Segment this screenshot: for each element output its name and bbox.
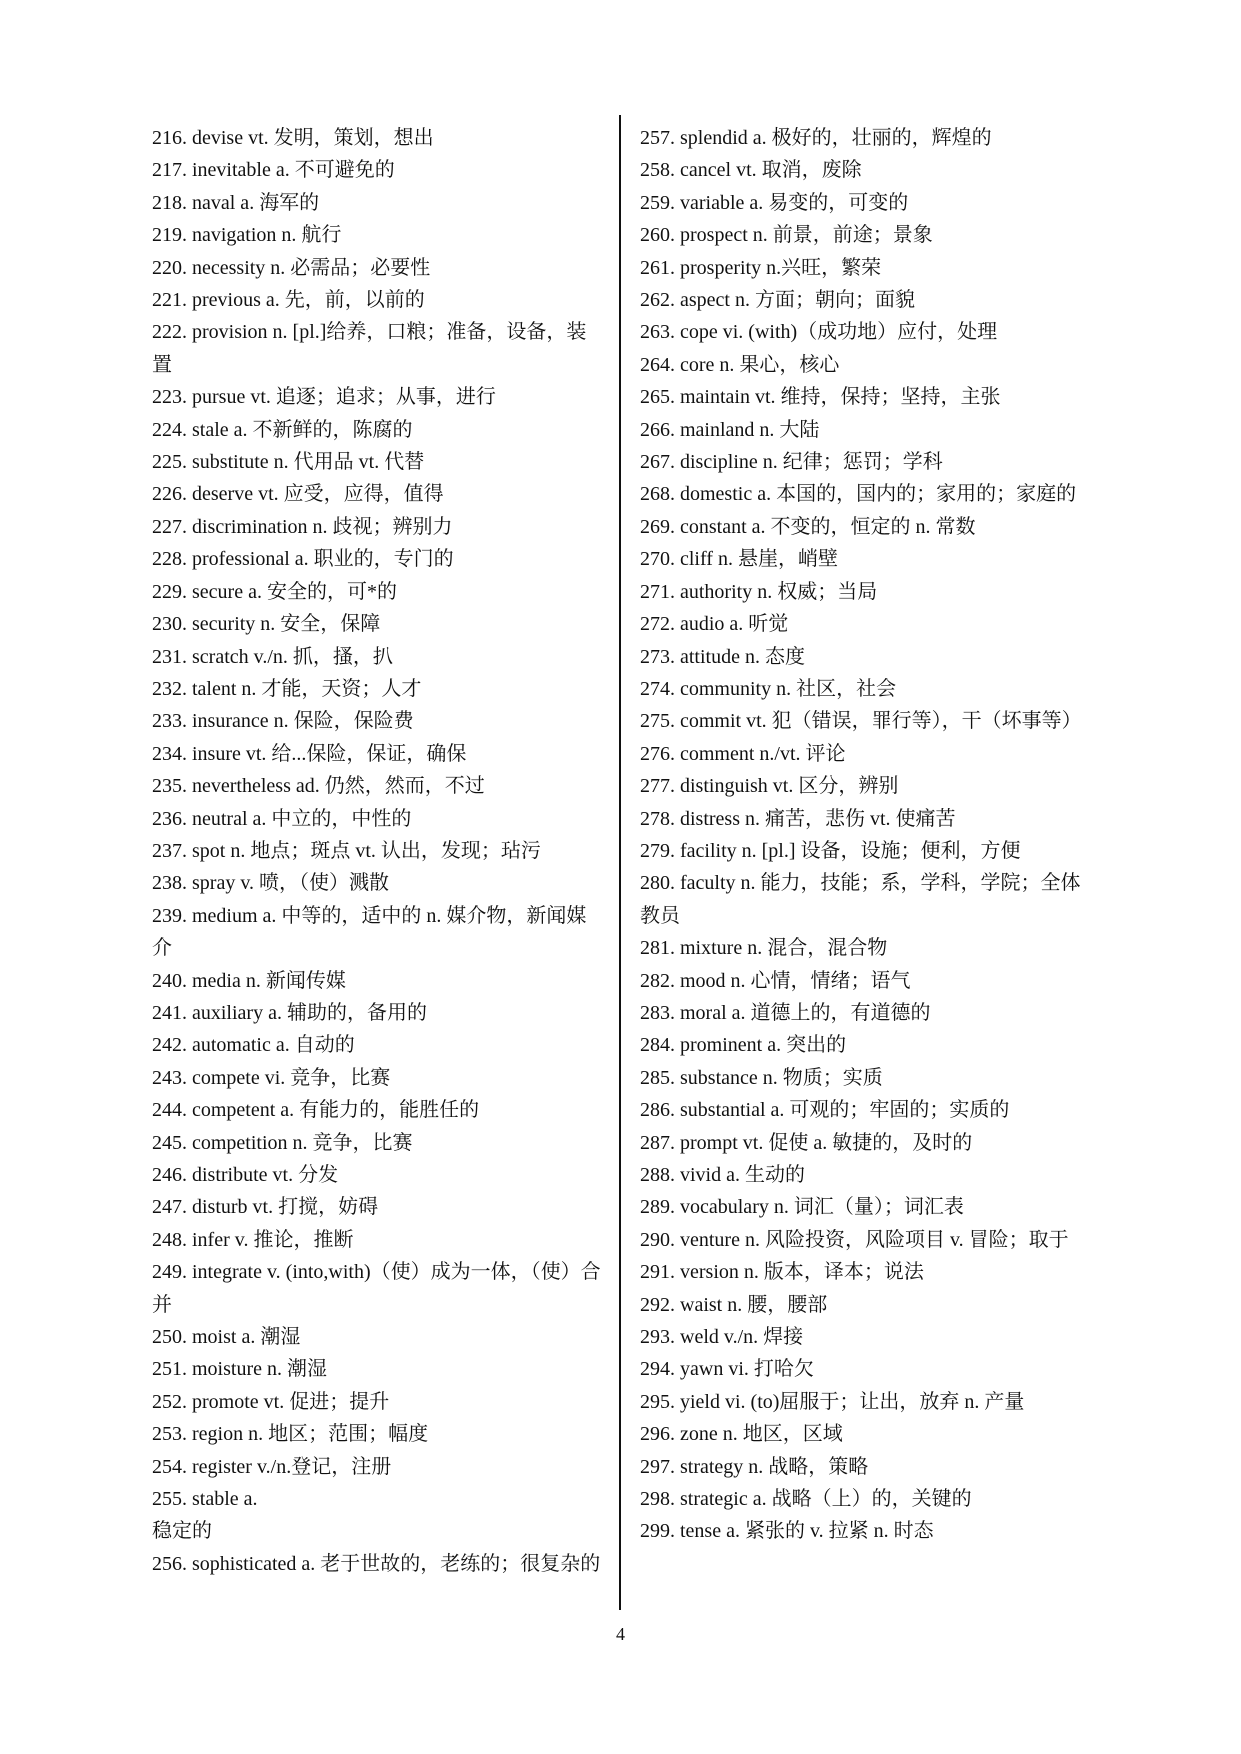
vocab-entry: 262. aspect n. 方面；朝向；面貌 bbox=[640, 289, 915, 312]
vocab-entry: 283. moral a. 道德上的，有道德的 bbox=[640, 1001, 931, 1024]
vocab-entry: 252. promote vt. 促进；提升 bbox=[152, 1390, 390, 1413]
vocab-entry: 280. faculty n. 能力，技能；系，学科，学院；全体教员 bbox=[640, 872, 1081, 927]
vocab-entry: 257. splendid a. 极好的，壮丽的，辉煌的 bbox=[640, 127, 992, 149]
vocab-entry: 297. strategy n. 战略，策略 bbox=[640, 1455, 869, 1478]
vocab-entry: 263. cope vi. (with)（成功地）应付，处理 bbox=[640, 321, 998, 344]
vocab-entry: 223. pursue vt. 追逐；追求；从事，进行 bbox=[152, 386, 496, 409]
vocab-entry: 291. version n. 版本，译本；说法 bbox=[640, 1261, 924, 1284]
vocab-entry: 269. constant a. 不变的，恒定的 n. 常数 bbox=[640, 515, 976, 538]
vocab-entry: 292. waist n. 腰，腰部 bbox=[640, 1293, 828, 1316]
vocab-entry: 248. infer v. 推论，推断 bbox=[152, 1228, 354, 1251]
vocab-entry: 279. facility n. [pl.] 设备，设施；便利，方便 bbox=[640, 839, 1021, 862]
vocab-entry: 286. substantial a. 可观的；牢固的；实质的 bbox=[640, 1099, 1010, 1122]
vocab-entry: 251. moisture n. 潮湿 bbox=[152, 1358, 327, 1381]
vocab-entry: 276. comment n./vt. 评论 bbox=[640, 742, 846, 765]
page-number: 4 bbox=[616, 1624, 625, 1644]
vocab-entry: 219. navigation n. 航行 bbox=[152, 224, 342, 247]
right-column bbox=[640, 122, 1090, 1548]
vocab-entry: 270. cliff n. 悬崖，峭壁 bbox=[640, 548, 838, 571]
vocab-entry: 289. vocabulary n. 词汇（量）；词汇表 bbox=[640, 1196, 964, 1219]
vocab-entry: 253. region n. 地区；范围；幅度 bbox=[152, 1423, 429, 1446]
vocab-entry: 294. yawn vi. 打哈欠 bbox=[640, 1358, 814, 1381]
vocab-entry: 240. media n. 新闻传媒 bbox=[152, 969, 346, 992]
vocab-entry: 293. weld v./n. 焊接 bbox=[640, 1326, 804, 1349]
vocab-entry: 241. auxiliary a. 辅助的，备用的 bbox=[152, 1001, 427, 1024]
vocab-entry: 268. domestic a. 本国的，国内的；家用的；家庭的 bbox=[640, 483, 1077, 506]
vocab-entry: 277. distinguish vt. 区分，辨别 bbox=[640, 775, 899, 798]
vocab-entry: 217. inevitable a. 不可避免的 bbox=[152, 159, 395, 182]
vocab-entry: 242. automatic a. 自动的 bbox=[152, 1034, 355, 1057]
vocab-entry: 218. naval a. 海军的 bbox=[152, 191, 320, 214]
vocab-entry: 299. tense a. 紧张的 v. 拉紧 n. 时态 bbox=[640, 1520, 934, 1543]
vocab-entry: 237. spot n. 地点；斑点 vt. 认出，发现；玷污 bbox=[152, 839, 541, 862]
vocab-entry: 238. spray v. 喷，（使）溅散 bbox=[152, 872, 390, 895]
vocab-entry: 227. discrimination n. 歧视；辨别力 bbox=[152, 515, 453, 538]
vocab-entry: 稳定的 bbox=[152, 1520, 212, 1543]
vocab-entry: 284. prominent a. 突出的 bbox=[640, 1034, 847, 1057]
vocab-entry: 274. community n. 社区，社会 bbox=[640, 677, 897, 700]
vocab-entry: 221. previous a. 先，前，以前的 bbox=[152, 289, 425, 312]
vocab-entry: 265. maintain vt. 维持，保持；坚持，主张 bbox=[640, 386, 1001, 409]
vocab-entry: 254. register v./n.登记，注册 bbox=[152, 1455, 392, 1478]
vocab-entry: 275. commit vt. 犯（错误，罪行等），干（坏事等） bbox=[640, 710, 1082, 733]
vocab-entry: 255. stable a. bbox=[152, 1488, 258, 1511]
vocab-entry: 260. prospect n. 前景，前途；景象 bbox=[640, 224, 933, 247]
vocab-entry: 222. provision n. [pl.]给养，口粮；准备，设备，装置 bbox=[152, 321, 587, 376]
vocab-entry: 229. secure a. 安全的，可*的 bbox=[152, 580, 397, 603]
vocab-entry: 228. professional a. 职业的，专门的 bbox=[152, 548, 454, 571]
vocab-entry: 236. neutral a. 中立的，中性的 bbox=[152, 807, 412, 830]
vocab-entry: 244. competent a. 有能力的，能胜任的 bbox=[152, 1099, 480, 1122]
vocab-entry: 243. compete vi. 竞争，比赛 bbox=[152, 1066, 391, 1089]
vocab-entry: 295. yield vi. (to)屈服于；让出，放弃 n. 产量 bbox=[640, 1390, 1025, 1413]
vocab-entry: 235. nevertheless ad. 仍然，然而，不过 bbox=[152, 775, 485, 798]
vocab-entry: 272. audio a. 听觉 bbox=[640, 613, 789, 636]
vocab-entry: 256. sophisticated a. 老于世故的，老练的；很复杂的 bbox=[152, 1552, 601, 1575]
vocab-entry: 249. integrate v. (into,with)（使）成为一体，（使）合并 bbox=[152, 1261, 601, 1316]
vocab-entry: 233. insurance n. 保险，保险费 bbox=[152, 710, 414, 733]
vocab-entry: 266. mainland n. 大陆 bbox=[640, 418, 820, 441]
vocab-entry: 278. distress n. 痛苦，悲伤 vt. 使痛苦 bbox=[640, 807, 956, 830]
vocab-entry: 273. attitude n. 态度 bbox=[640, 645, 805, 668]
vocab-entry: 290. venture n. 风险投资，风险项目 v. 冒险；取于 bbox=[640, 1228, 1069, 1251]
vocab-entry: 224. stale a. 不新鲜的，陈腐的 bbox=[152, 418, 413, 441]
column-divider bbox=[619, 115, 621, 1610]
vocab-entry: 246. distribute vt. 分发 bbox=[152, 1164, 339, 1186]
vocab-entry: 234. insure vt. 给...保险，保证，确保 bbox=[152, 742, 467, 765]
vocab-entry: 239. medium a. 中等的，适中的 n. 媒介物，新闻媒介 bbox=[152, 904, 587, 960]
vocab-entry: 220. necessity n. 必需品；必要性 bbox=[152, 256, 431, 279]
left-column bbox=[152, 122, 602, 1580]
vocab-entry: 216. devise vt. 发明，策划，想出 bbox=[152, 127, 434, 149]
vocab-entry: 245. competition n. 竞争，比赛 bbox=[152, 1131, 413, 1154]
vocab-entry: 250. moist a. 潮湿 bbox=[152, 1326, 301, 1349]
vocab-entry: 225. substitute n. 代用品 vt. 代替 bbox=[152, 451, 425, 474]
vocab-entry: 231. scratch v./n. 抓，搔，扒 bbox=[152, 645, 393, 668]
vocab-entry: 288. vivid a. 生动的 bbox=[640, 1164, 805, 1186]
vocab-entry: 232. talent n. 才能，天资；人才 bbox=[152, 677, 422, 700]
vocab-entry: 285. substance n. 物质；实质 bbox=[640, 1066, 883, 1089]
vocab-entry: 264. core n. 果心，核心 bbox=[640, 353, 840, 376]
vocab-entry: 287. prompt vt. 促使 a. 敏捷的，及时的 bbox=[640, 1131, 973, 1154]
vocab-entry: 259. variable a. 易变的，可变的 bbox=[640, 191, 909, 214]
vocab-entry: 298. strategic a. 战略（上）的，关键的 bbox=[640, 1488, 972, 1511]
vocab-entry: 226. deserve vt. 应受，应得，值得 bbox=[152, 483, 444, 506]
vocab-entry: 296. zone n. 地区，区域 bbox=[640, 1423, 843, 1446]
vocab-entry: 281. mixture n. 混合，混合物 bbox=[640, 937, 888, 960]
vocab-entry: 282. mood n. 心情，情绪；语气 bbox=[640, 969, 911, 992]
vocab-entry: 258. cancel vt. 取消，废除 bbox=[640, 159, 862, 182]
vocab-entry: 261. prosperity n.兴旺，繁荣 bbox=[640, 256, 882, 279]
vocab-entry: 230. security n. 安全，保障 bbox=[152, 613, 381, 636]
vocab-entry: 271. authority n. 权威；当局 bbox=[640, 580, 878, 603]
vocab-entry: 247. disturb vt. 打搅，妨碍 bbox=[152, 1196, 379, 1219]
vocab-entry: 267. discipline n. 纪律；惩罚；学科 bbox=[640, 451, 943, 474]
